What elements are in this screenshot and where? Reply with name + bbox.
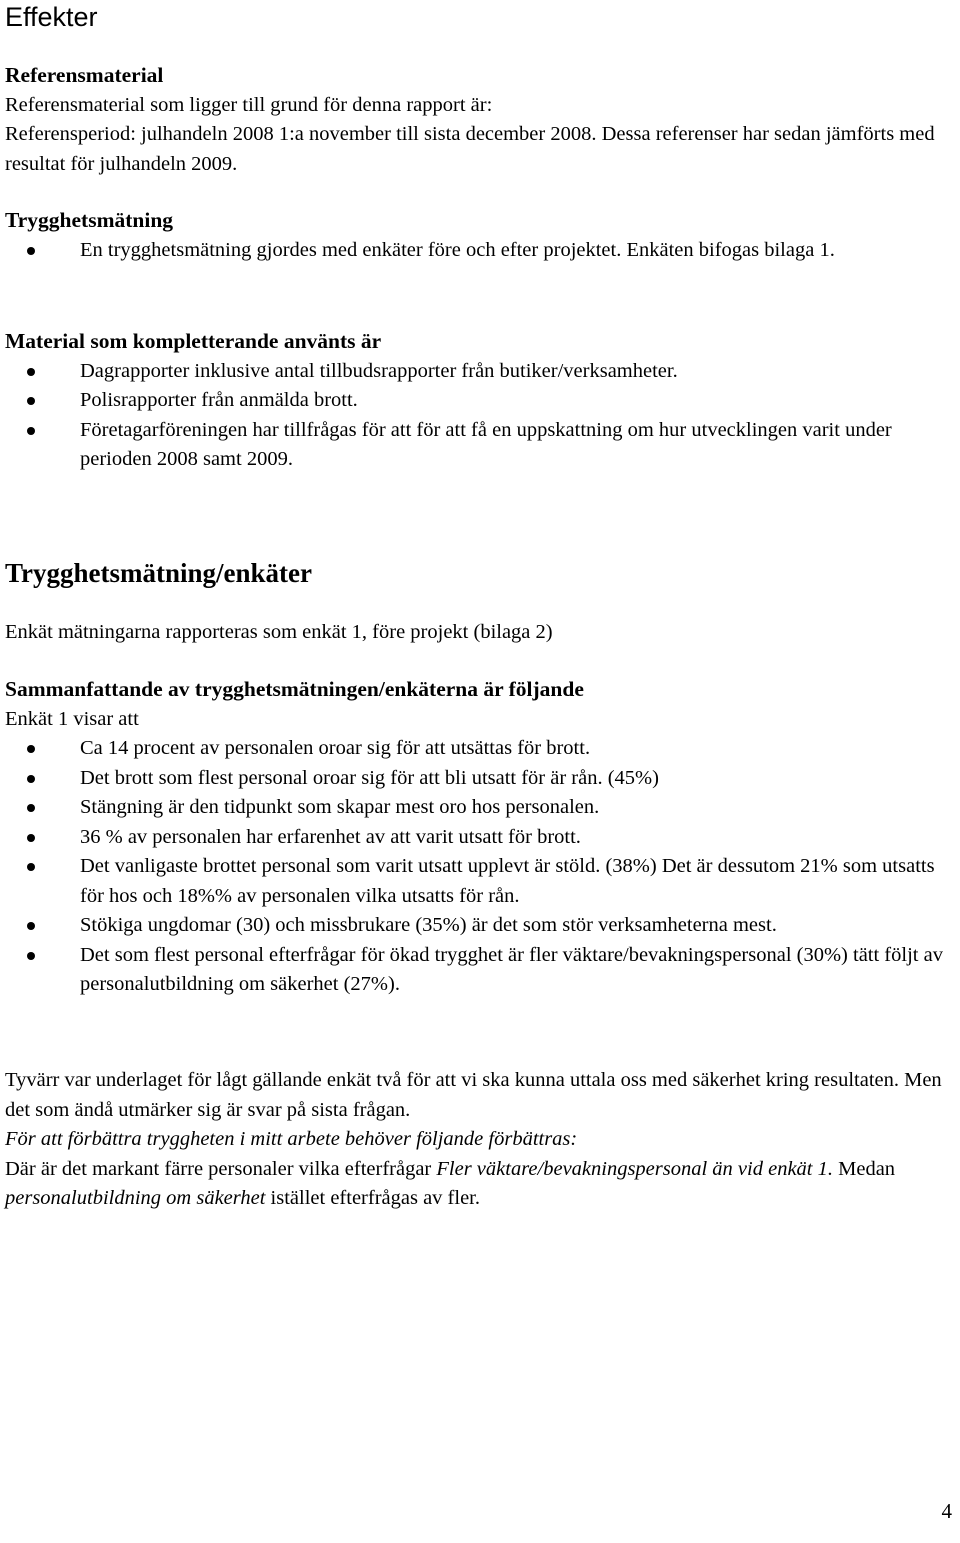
slutsats-paragraph-2 (5, 1155, 955, 1214)
page-number: 4 (941, 1499, 952, 1523)
list-item: Ca 14 procent av personalen oroar sig för att utsättas för brott. (5, 734, 955, 764)
list-item: Det som flest personal efterfrågar för ökad trygghet är fler väktare/bevakningspersonal (30%) tätt följt av personalutbildning om säkerhet (27%). (5, 941, 955, 1000)
referensmaterial-line: Referensmaterial som ligger till grund för denna rapport är: (5, 93, 493, 116)
slutsats-section (5, 1066, 955, 1214)
list-item: Stängning är den tidpunkt som skapar mest oro hos personalen. (5, 793, 955, 823)
sammanfattning-lead: Enkät 1 visar att (5, 707, 139, 730)
list-item: 36 % av personalen har erfarenhet av att varit utsatt för brott. (5, 823, 955, 853)
list-item: Dagrapporter inklusive antal tillbudsrapporter från butiker/verksamheter. (5, 357, 955, 387)
survey-question: För att förbättra tryggheten i mitt arbete behöver följande förbättras: (5, 1128, 578, 1150)
enkater-heading: Trygghetsmätning/enkäter (5, 558, 312, 588)
list-item: Det vanligaste brottet personal som varit utsatt upplevt är stöld. (38%) Det är dessutom 21% som utsatts för hos och 18%% av personalen vilka utsatts för rån. (5, 852, 955, 911)
emphasis-text: Fler väktare/bevakningspersonal än vid enkät 1. (436, 1157, 833, 1180)
trygghetsmatning-list (5, 236, 955, 266)
enkater-intro-block (5, 618, 955, 648)
list-item: Polisrapporter från anmälda brott. (5, 386, 955, 416)
sammanfattning-heading: Sammanfattande av trygghetsmätningen/enkäterna är följande (5, 677, 584, 701)
list-item: Stökiga ungdomar (30) och missbrukare (35%) är det som stör verksamheterna mest. (5, 911, 955, 941)
trygghetsmatning-heading: Trygghetsmätning (5, 208, 174, 232)
sammanfattning-list (5, 734, 955, 1000)
referensmaterial-line: Referensperiod: julhandeln 2008 1:a november till sista december 2008. Dessa referenser har sedan jämförts med resultat för julhandeln 2009. (5, 123, 935, 175)
trygghetsmatning-section (5, 206, 955, 265)
material-list (5, 357, 955, 475)
material-heading: Material som kompletterande använts är (5, 329, 382, 353)
list-item: Det brott som flest personal oroar sig för att bli utsatt för är rån. (45%) (5, 764, 955, 794)
referensmaterial-heading: Referensmaterial (5, 63, 164, 87)
text-run: Medan (833, 1157, 896, 1180)
text-run: istället efterfrågas av fler. (265, 1187, 480, 1209)
page-title: Effekter (5, 2, 98, 32)
enkater-intro: Enkät mätningarna rapporteras som enkät 1, före projekt (bilaga 2) (5, 621, 553, 643)
list-item: En trygghetsmätning gjordes med enkäter före och efter projektet. Enkäten bifogas bilaga 1. (5, 236, 955, 266)
slutsats-paragraph: Tyvärr var underlaget för lågt gällande enkät två för att vi ska kunna uttala oss med säkerhet kring resultaten. Men det som ändå utmärker sig är svar på sista frågan. (5, 1069, 942, 1121)
emphasis-text: personalutbildning om säkerhet (5, 1187, 266, 1209)
sammanfattning-section (5, 675, 955, 1000)
referensmaterial-section (5, 61, 955, 179)
enkater-section (5, 556, 955, 590)
list-item: Företagarföreningen har tillfrågas för att för att få en uppskattning om hur utvecklingen varit under perioden 2008 samt 2009. (5, 416, 955, 475)
material-section (5, 327, 955, 475)
text-run: Där är det markant färre personaler vilka efterfrågar (5, 1157, 437, 1180)
